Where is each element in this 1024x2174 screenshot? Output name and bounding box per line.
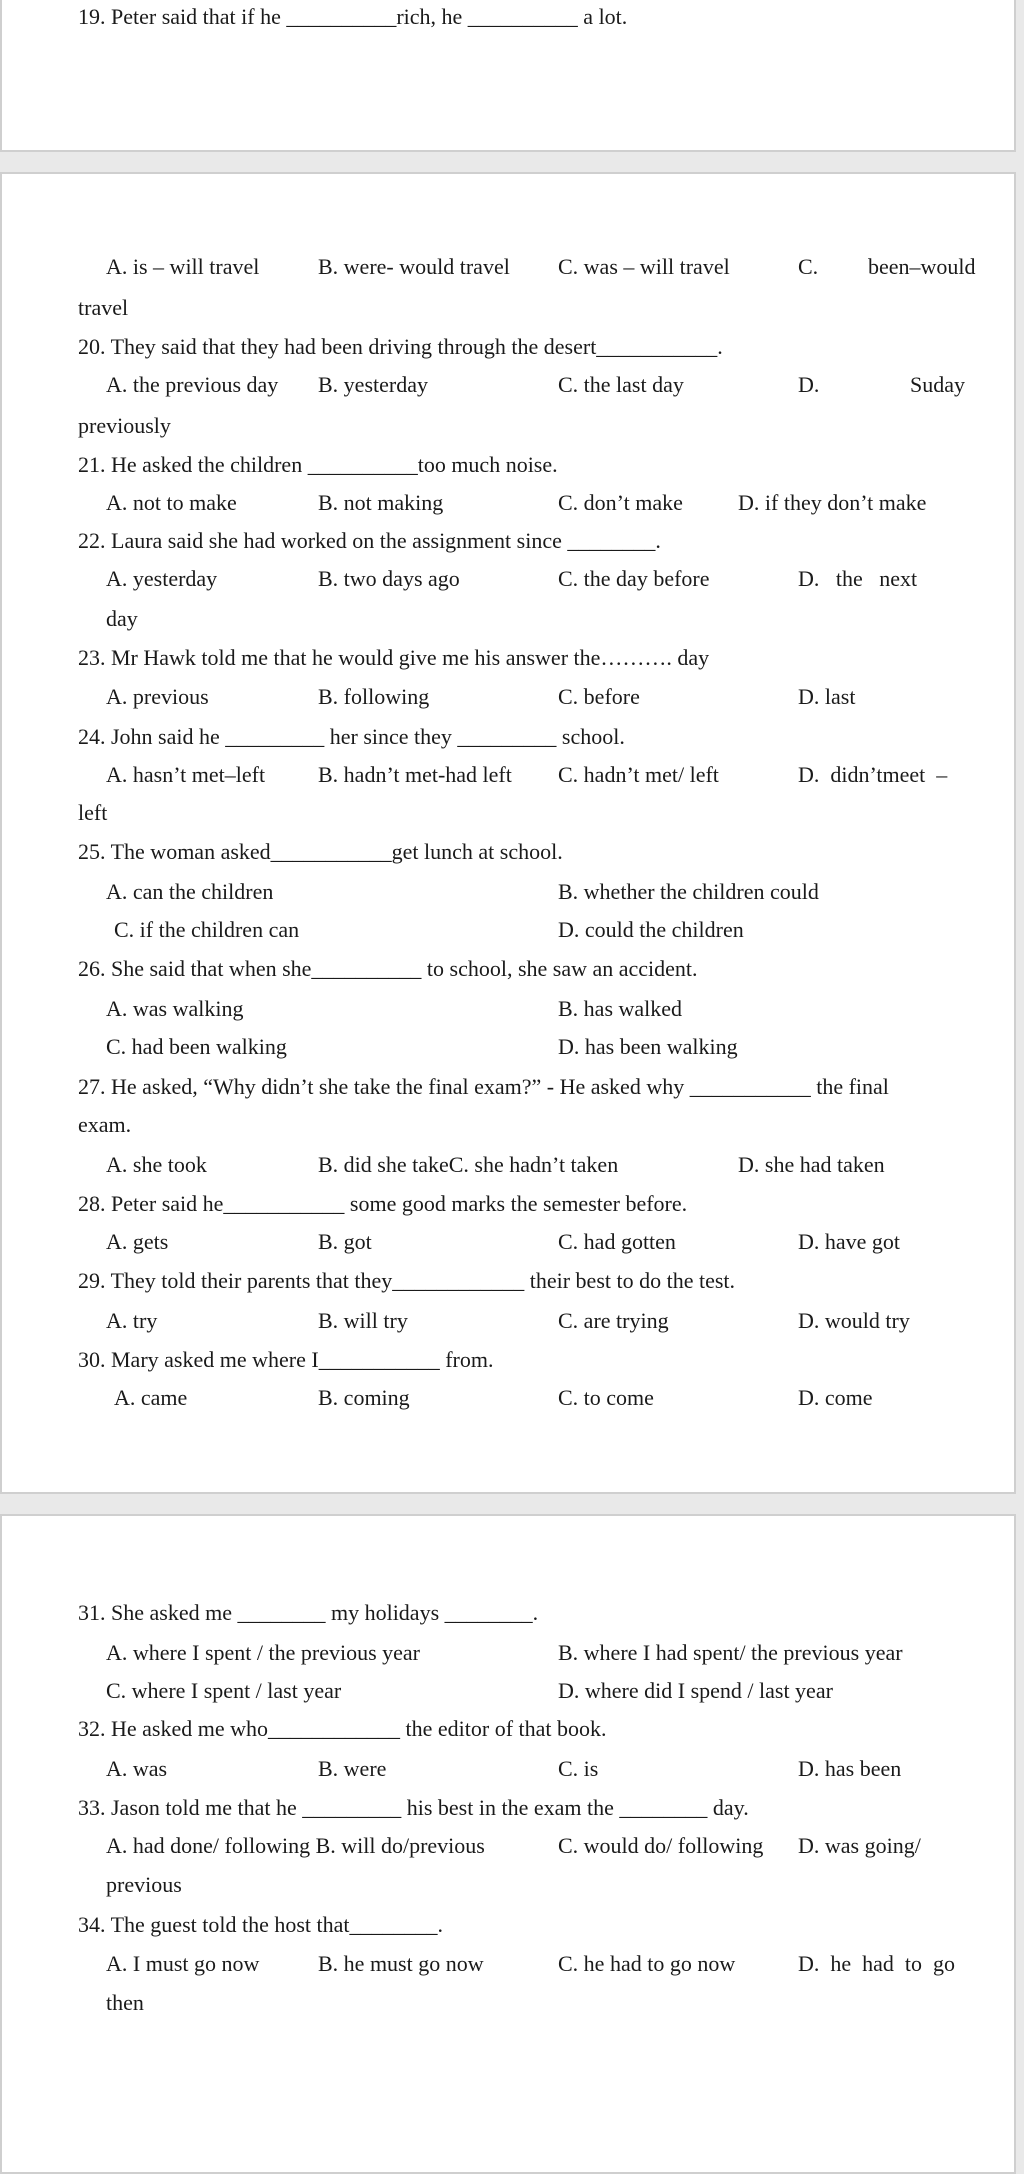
question-24-option-b[interactable]: B. hadn’t met-had left bbox=[318, 762, 512, 787]
question-23-stem: 23. Mr Hawk told me that he would give me his answer the………. day bbox=[78, 645, 710, 670]
question-34-option-wrap: then bbox=[106, 1990, 144, 2015]
question-19-option-b[interactable]: B. were- would travel bbox=[318, 254, 510, 279]
question-33-option-wrap: previous bbox=[106, 1872, 182, 1897]
question-33-option-c[interactable]: C. would do/ following bbox=[558, 1833, 764, 1858]
question-19-option-d-rest: been–would bbox=[868, 254, 976, 279]
question-21-option-b[interactable]: B. not making bbox=[318, 490, 444, 515]
question-22-option-wrap: day bbox=[106, 606, 138, 631]
question-26-option-c[interactable]: C. had been walking bbox=[106, 1034, 287, 1059]
page-sheet-2 bbox=[0, 172, 1016, 1494]
question-34-option-a[interactable]: A. I must go now bbox=[106, 1951, 260, 1976]
question-22-option-a[interactable]: A. yesterday bbox=[106, 566, 218, 591]
question-25-option-d[interactable]: D. could the children bbox=[558, 917, 744, 942]
question-30-option-b[interactable]: B. coming bbox=[318, 1385, 410, 1410]
question-27-option-b[interactable]: B. did she takeC. she hadn’t taken bbox=[318, 1152, 619, 1177]
question-27-option-a[interactable]: A. she took bbox=[106, 1152, 207, 1177]
question-31-option-a[interactable]: A. where I spent / the previous year bbox=[106, 1640, 421, 1665]
question-19-option-a[interactable]: A. is – will travel bbox=[106, 254, 260, 279]
question-19-option-wrap: travel bbox=[78, 295, 129, 320]
question-23-option-d[interactable]: D. last bbox=[798, 684, 856, 709]
question-31-option-c[interactable]: C. where I spent / last year bbox=[106, 1678, 342, 1703]
question-31-option-d[interactable]: D. where did I spend / last year bbox=[558, 1678, 833, 1703]
question-31-option-b[interactable]: B. where I had spent/ the previous year bbox=[558, 1640, 903, 1665]
question-28-option-a[interactable]: A. gets bbox=[106, 1229, 169, 1254]
question-24-option-wrap: left bbox=[78, 800, 108, 825]
question-27-option-d[interactable]: D. she had taken bbox=[738, 1152, 885, 1177]
question-29-stem: 29. They told their parents that they____________ their best to do the test. bbox=[78, 1268, 736, 1293]
question-34-stem: 34. The guest told the host that________. bbox=[78, 1912, 444, 1937]
question-29-option-d[interactable]: D. would try bbox=[798, 1308, 910, 1333]
question-28-option-c[interactable]: C. had gotten bbox=[558, 1229, 676, 1254]
question-34-option-b[interactable]: B. he must go now bbox=[318, 1951, 484, 1976]
question-22-option-b[interactable]: B. two days ago bbox=[318, 566, 460, 591]
question-21-stem: 21. He asked the children __________too much noise. bbox=[78, 452, 558, 477]
question-27-stem-wrap: exam. bbox=[78, 1112, 132, 1137]
question-28-stem: 28. Peter said he___________ some good marks the semester before. bbox=[78, 1191, 688, 1216]
question-32-option-c[interactable]: C. is bbox=[558, 1756, 599, 1781]
question-26-option-a[interactable]: A. was walking bbox=[106, 996, 244, 1021]
question-27-stem: 27. He asked, “Why didn’t she take the final exam?” - He asked why ___________ the final bbox=[78, 1074, 889, 1099]
question-28-option-d[interactable]: D. have got bbox=[798, 1229, 901, 1254]
question-24-option-d[interactable]: D. didn’tmeet – bbox=[798, 762, 948, 787]
question-23-option-a[interactable]: A. previous bbox=[106, 684, 209, 709]
question-30-option-d[interactable]: D. come bbox=[798, 1385, 873, 1410]
question-26-option-b[interactable]: B. has walked bbox=[558, 996, 683, 1021]
question-26-option-d[interactable]: D. has been walking bbox=[558, 1034, 738, 1059]
question-19-option-d[interactable]: C. bbox=[798, 254, 819, 279]
question-19-stem: 19. Peter said that if he __________rich, he __________ a lot. bbox=[78, 4, 628, 29]
question-30-option-c[interactable]: C. to come bbox=[558, 1385, 654, 1410]
question-25-option-a[interactable]: A. can the children bbox=[106, 879, 274, 904]
question-20-option-wrap: previously bbox=[78, 413, 171, 438]
question-22-option-c[interactable]: C. the day before bbox=[558, 566, 710, 591]
question-21-option-c[interactable]: C. don’t make bbox=[558, 490, 683, 515]
question-20-option-a[interactable]: A. the previous day bbox=[106, 372, 279, 397]
question-24-stem: 24. John said he _________ her since they _________ school. bbox=[78, 724, 625, 749]
question-20-option-d[interactable]: D. bbox=[798, 372, 820, 397]
question-33-stem: 33. Jason told me that he _________ his best in the exam the ________ day. bbox=[78, 1795, 749, 1820]
question-22-stem: 22. Laura said she had worked on the assignment since ________. bbox=[78, 528, 661, 553]
question-26-stem: 26. She said that when she__________ to school, she saw an accident. bbox=[78, 956, 698, 981]
question-20-stem: 20. They said that they had been driving through the desert___________. bbox=[78, 334, 723, 359]
question-32-stem: 32. He asked me who____________ the editor of that book. bbox=[78, 1716, 607, 1741]
question-29-option-c[interactable]: C. are trying bbox=[558, 1308, 669, 1333]
question-33-option-a[interactable]: A. had done/ following B. will do/previous bbox=[106, 1833, 485, 1858]
question-20-option-b[interactable]: B. yesterday bbox=[318, 372, 428, 397]
question-23-option-b[interactable]: B. following bbox=[318, 684, 430, 709]
question-32-option-a[interactable]: A. was bbox=[106, 1756, 168, 1781]
question-34-option-d[interactable]: D. he had to go bbox=[798, 1951, 956, 1976]
question-20-option-d-rest: Suday bbox=[910, 372, 965, 397]
question-25-stem: 25. The woman asked___________get lunch at school. bbox=[78, 839, 563, 864]
question-29-option-b[interactable]: B. will try bbox=[318, 1308, 408, 1333]
question-24-option-c[interactable]: C. hadn’t met/ left bbox=[558, 762, 719, 787]
question-21-option-a[interactable]: A. not to make bbox=[106, 490, 237, 515]
question-25-option-c[interactable]: C. if the children can bbox=[114, 917, 300, 942]
question-25-option-b[interactable]: B. whether the children could bbox=[558, 879, 819, 904]
question-32-option-b[interactable]: B. were bbox=[318, 1756, 387, 1781]
question-29-option-a[interactable]: A. try bbox=[106, 1308, 158, 1333]
question-19-option-c[interactable]: C. was – will travel bbox=[558, 254, 730, 279]
question-33-option-d[interactable]: D. was going/ bbox=[798, 1833, 921, 1858]
question-21-option-d[interactable]: D. if they don’t make bbox=[738, 490, 927, 515]
question-23-option-c[interactable]: C. before bbox=[558, 684, 640, 709]
question-20-option-c[interactable]: C. the last day bbox=[558, 372, 684, 397]
question-28-option-b[interactable]: B. got bbox=[318, 1229, 372, 1254]
question-32-option-d[interactable]: D. has been bbox=[798, 1756, 902, 1781]
question-22-option-d[interactable]: D. the next bbox=[798, 566, 918, 591]
question-31-stem: 31. She asked me ________ my holidays ________. bbox=[78, 1600, 539, 1625]
question-30-option-a[interactable]: A. came bbox=[114, 1385, 188, 1410]
question-24-option-a[interactable]: A. hasn’t met–left bbox=[106, 762, 266, 787]
question-30-stem: 30. Mary asked me where I___________ from. bbox=[78, 1347, 494, 1372]
question-34-option-c[interactable]: C. he had to go now bbox=[558, 1951, 736, 1976]
